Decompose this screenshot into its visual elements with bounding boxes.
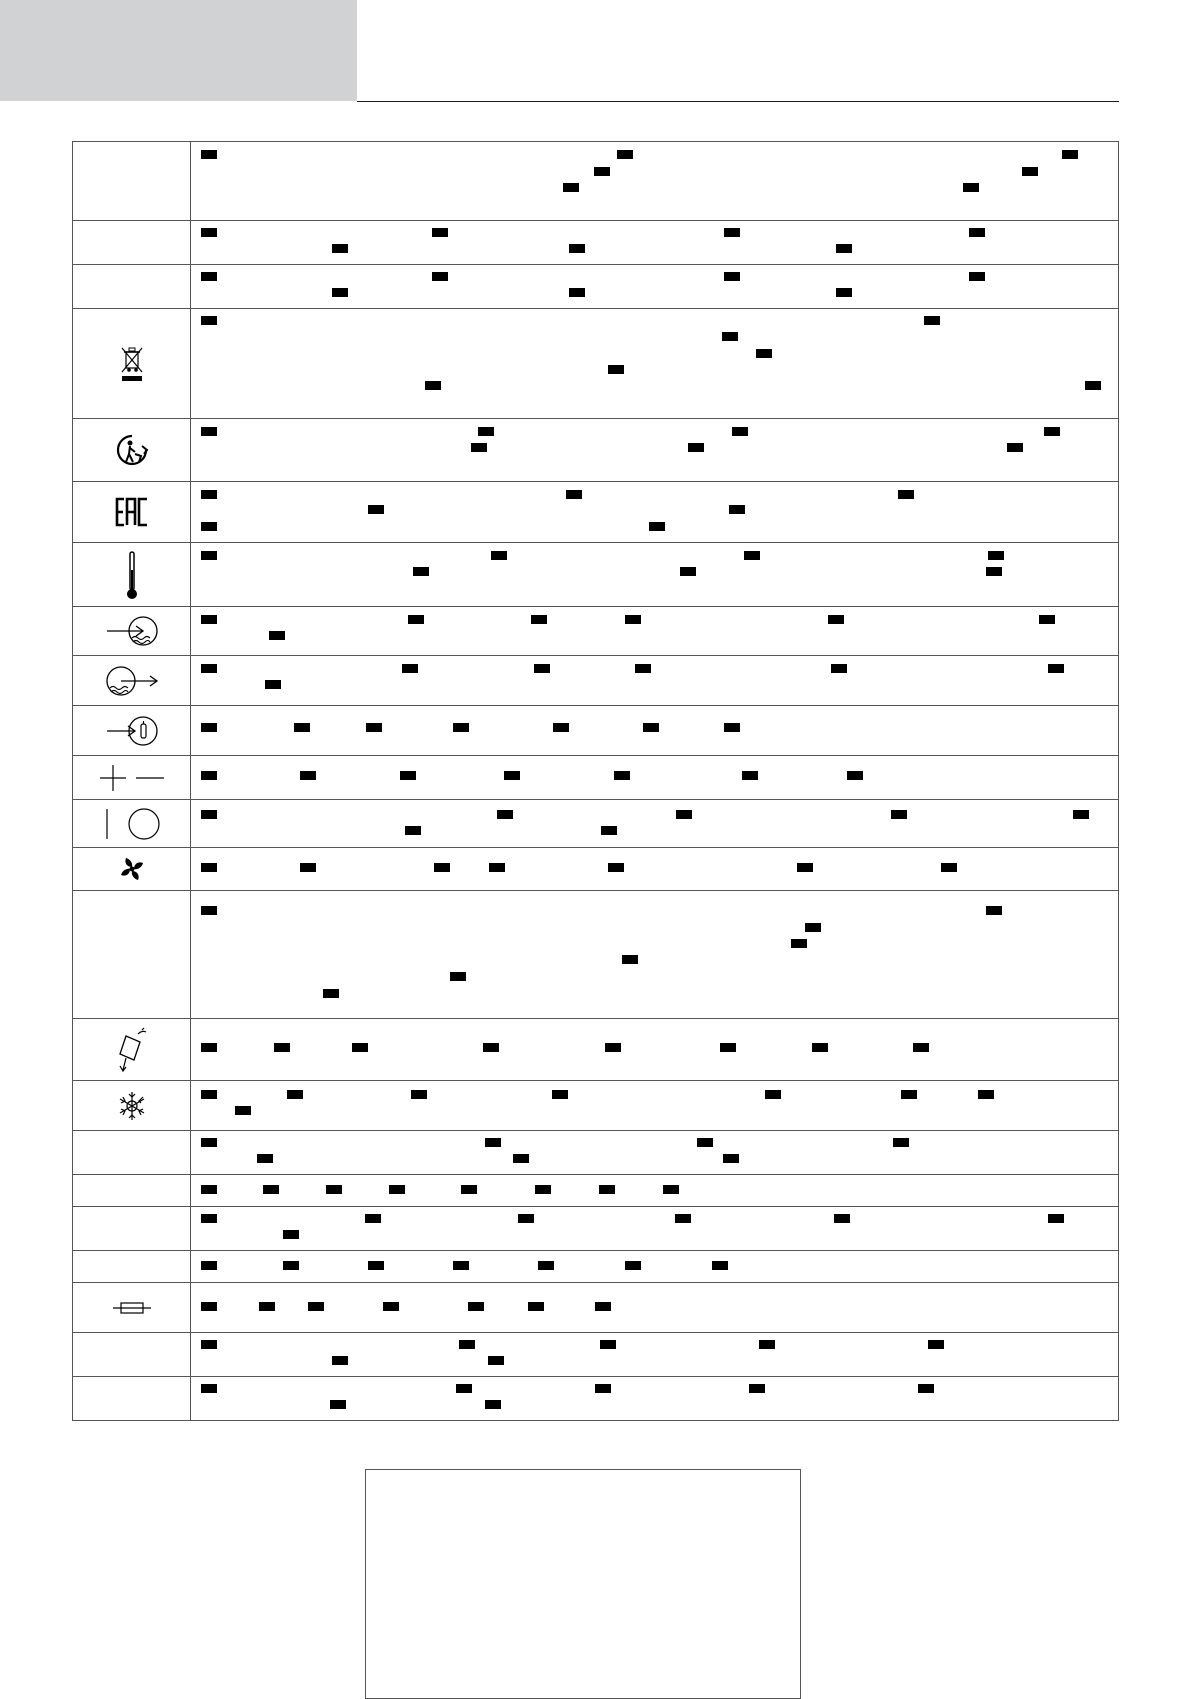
redacted-marker [941, 863, 957, 872]
redacted-marker [201, 490, 217, 499]
table-row [73, 1207, 1119, 1251]
redacted-marker [688, 443, 704, 452]
redacted-marker [605, 1043, 621, 1052]
redacted-marker [812, 1043, 828, 1052]
redacted-marker [330, 1400, 346, 1409]
redacted-marker [599, 1185, 615, 1194]
redacted-marker [413, 567, 429, 576]
redacted-marker [283, 1230, 299, 1239]
redacted-marker [425, 381, 441, 390]
text-cell [191, 419, 1119, 482]
redacted-marker [283, 1261, 299, 1270]
redacted-marker [986, 567, 1002, 576]
redacted-marker [744, 551, 760, 560]
table-row [73, 1019, 1119, 1081]
redacted-marker [1073, 810, 1089, 819]
redacted-marker [697, 1138, 713, 1147]
bottom-info-box [365, 1469, 801, 1699]
redacted-marker [569, 288, 585, 297]
redacted-marker [201, 1185, 217, 1194]
redacted-marker [538, 1261, 554, 1270]
symbol-cell [73, 1251, 191, 1283]
symbol-cell [73, 265, 191, 309]
table-row [73, 1175, 1119, 1207]
table-row [73, 1283, 1119, 1333]
header-rule [357, 101, 1119, 102]
water-inlet-icon [73, 607, 191, 656]
table-row [73, 543, 1119, 607]
table-row [73, 142, 1119, 221]
redacted-marker [235, 1106, 251, 1115]
symbol-cell [73, 142, 191, 221]
redacted-marker [389, 1185, 405, 1194]
redacted-marker [625, 615, 641, 624]
table-row [73, 221, 1119, 265]
redacted-marker [201, 906, 217, 915]
redacted-marker [294, 723, 310, 732]
redacted-marker [600, 1340, 616, 1349]
redacted-marker [497, 810, 513, 819]
symbol-cell [73, 1131, 191, 1175]
redacted-marker [365, 1214, 381, 1223]
redacted-marker [434, 863, 450, 872]
redacted-marker [836, 244, 852, 253]
redacted-marker [724, 723, 740, 732]
redacted-marker [723, 1154, 739, 1163]
redacted-marker [675, 1214, 691, 1223]
redacted-marker [201, 664, 217, 673]
redacted-marker [450, 972, 466, 981]
redacted-marker [553, 723, 569, 732]
redacted-marker [617, 150, 633, 159]
text-cell [191, 482, 1119, 543]
redacted-marker [1039, 615, 1055, 624]
table-row [73, 706, 1119, 756]
redacted-marker [518, 1214, 534, 1223]
eac-mark-icon [73, 482, 191, 543]
symbol-cell [73, 1333, 191, 1377]
redacted-marker [756, 349, 772, 358]
redacted-marker [201, 1261, 217, 1270]
text-cell [191, 309, 1119, 419]
redacted-marker [300, 771, 316, 780]
fuse-icon [73, 1283, 191, 1333]
redacted-marker [332, 1356, 348, 1365]
redacted-marker [308, 1302, 324, 1311]
redacted-marker [601, 826, 617, 835]
redacted-marker [569, 244, 585, 253]
text-cell [191, 221, 1119, 265]
redacted-marker [663, 1185, 679, 1194]
redacted-marker [201, 1090, 217, 1099]
redacted-marker [724, 228, 740, 237]
text-cell [191, 1131, 1119, 1175]
redacted-marker [485, 1400, 501, 1409]
symbol-legend-table [72, 141, 1119, 1421]
redacted-marker [201, 1138, 217, 1147]
redacted-marker [478, 427, 494, 436]
redacted-marker [595, 1302, 611, 1311]
redacted-marker [531, 615, 547, 624]
symbol-cell [73, 891, 191, 1019]
redacted-marker [732, 427, 748, 436]
text-cell [191, 1175, 1119, 1207]
redacted-marker [595, 1384, 611, 1393]
text-cell [191, 142, 1119, 221]
redacted-marker [201, 1043, 217, 1052]
redacted-marker [459, 1340, 475, 1349]
fan-icon [73, 848, 191, 891]
redacted-marker [622, 955, 638, 964]
redacted-marker [201, 1302, 217, 1311]
table-row [73, 1333, 1119, 1377]
redacted-marker [828, 615, 844, 624]
redacted-marker [649, 522, 665, 531]
snowflake-icon [73, 1081, 191, 1131]
redacted-marker [265, 680, 281, 689]
redacted-marker [791, 939, 807, 948]
redacted-marker [323, 989, 339, 998]
redacted-marker [969, 272, 985, 281]
redacted-marker [201, 316, 217, 325]
redacted-marker [201, 522, 217, 531]
redacted-marker [201, 723, 217, 732]
redacted-marker [201, 771, 217, 780]
redacted-marker [201, 272, 217, 281]
redacted-marker [483, 1043, 499, 1052]
recycle-person-icon [73, 419, 191, 482]
redacted-marker [729, 505, 745, 514]
redacted-marker [453, 723, 469, 732]
redacted-marker [453, 1261, 469, 1270]
redacted-marker [456, 1384, 472, 1393]
redacted-marker [635, 664, 651, 673]
table-row [73, 1377, 1119, 1421]
redacted-marker [1044, 427, 1060, 436]
redacted-marker [594, 167, 610, 176]
crossed-out-wheelie-bin-icon [73, 309, 191, 419]
redacted-marker [383, 1302, 399, 1311]
table-row [73, 309, 1119, 419]
redacted-marker [724, 272, 740, 281]
redacted-marker [928, 1340, 944, 1349]
symbol-cell [73, 221, 191, 265]
redacted-marker [608, 863, 624, 872]
redacted-marker [834, 1214, 850, 1223]
header-corner-block [0, 0, 357, 101]
redacted-marker [969, 228, 985, 237]
redacted-marker [918, 1384, 934, 1393]
text-cell [191, 1081, 1119, 1131]
redacted-marker [513, 1154, 529, 1163]
redacted-marker [963, 183, 979, 192]
redacted-marker [978, 1090, 994, 1099]
text-cell [191, 656, 1119, 706]
redacted-marker [368, 1261, 384, 1270]
redacted-marker [411, 1090, 427, 1099]
redacted-marker [1007, 443, 1023, 452]
redacted-marker [566, 490, 582, 499]
text-cell [191, 1333, 1119, 1377]
redacted-marker [488, 1356, 504, 1365]
redacted-marker [552, 1090, 568, 1099]
redacted-marker [366, 723, 382, 732]
redacted-marker [368, 505, 384, 514]
redacted-marker [891, 810, 907, 819]
redacted-marker [201, 1340, 217, 1349]
redacted-marker [805, 923, 821, 932]
redacted-marker [504, 771, 520, 780]
redacted-marker [720, 1043, 736, 1052]
redacted-marker [201, 615, 217, 624]
drain-icon [73, 1019, 191, 1081]
redacted-marker [274, 1043, 290, 1052]
redacted-marker [535, 1185, 551, 1194]
redacted-marker [201, 863, 217, 872]
redacted-marker [901, 1090, 917, 1099]
redacted-marker [759, 1340, 775, 1349]
redacted-marker [722, 332, 738, 341]
redacted-marker [432, 228, 448, 237]
redacted-marker [765, 1090, 781, 1099]
redacted-marker [712, 1261, 728, 1270]
redacted-marker [300, 863, 316, 872]
text-cell [191, 706, 1119, 756]
plus-minus-icon [73, 756, 191, 800]
text-cell [191, 1377, 1119, 1421]
table-row [73, 419, 1119, 482]
redacted-marker [1085, 381, 1101, 390]
table-row [73, 607, 1119, 656]
text-cell [191, 756, 1119, 800]
redacted-marker [847, 771, 863, 780]
text-cell [191, 800, 1119, 848]
table-row [73, 848, 1119, 891]
redacted-marker [326, 1185, 342, 1194]
table-row [73, 800, 1119, 848]
symbol-cell [73, 1175, 191, 1207]
redacted-marker [1048, 1214, 1064, 1223]
table-row [73, 482, 1119, 543]
table-row [73, 1251, 1119, 1283]
redacted-marker [485, 1138, 501, 1147]
redacted-marker [491, 551, 507, 560]
text-cell [191, 607, 1119, 656]
redacted-marker [614, 771, 630, 780]
redacted-marker [201, 551, 217, 560]
redacted-marker [400, 771, 416, 780]
redacted-marker [405, 826, 421, 835]
symbol-cell [73, 1207, 191, 1251]
redacted-marker [836, 288, 852, 297]
redacted-marker [201, 1214, 217, 1223]
redacted-marker [563, 183, 579, 192]
redacted-marker [742, 771, 758, 780]
text-cell [191, 1251, 1119, 1283]
redacted-marker [408, 615, 424, 624]
redacted-marker [676, 810, 692, 819]
redacted-marker [201, 810, 217, 819]
redacted-marker [680, 567, 696, 576]
text-cell [191, 543, 1119, 607]
redacted-marker [749, 1384, 765, 1393]
redacted-marker [893, 1138, 909, 1147]
redacted-marker [924, 316, 940, 325]
redacted-marker [468, 1302, 484, 1311]
redacted-marker [352, 1043, 368, 1052]
water-outlet-icon [73, 656, 191, 706]
redacted-marker [913, 1043, 929, 1052]
redacted-marker [534, 664, 550, 673]
redacted-marker [489, 863, 505, 872]
table-row [73, 1131, 1119, 1175]
redacted-marker [263, 1185, 279, 1194]
redacted-marker [461, 1185, 477, 1194]
on-off-icon [73, 800, 191, 848]
redacted-marker [643, 723, 659, 732]
table-row [73, 265, 1119, 309]
redacted-marker [608, 365, 624, 374]
table-row [73, 1081, 1119, 1131]
text-cell [191, 848, 1119, 891]
gas-inlet-icon [73, 706, 191, 756]
redacted-marker [1022, 167, 1038, 176]
redacted-marker [402, 664, 418, 673]
text-cell [191, 265, 1119, 309]
redacted-marker [797, 863, 813, 872]
redacted-marker [898, 490, 914, 499]
redacted-marker [471, 443, 487, 452]
redacted-marker [528, 1302, 544, 1311]
redacted-marker [201, 1384, 217, 1393]
redacted-marker [201, 427, 217, 436]
redacted-marker [269, 631, 285, 640]
redacted-marker [831, 664, 847, 673]
symbol-cell [73, 1377, 191, 1421]
redacted-marker [986, 906, 1002, 915]
redacted-marker [625, 1261, 641, 1270]
table-row [73, 891, 1119, 1019]
redacted-marker [257, 1154, 273, 1163]
text-cell [191, 891, 1119, 1019]
text-cell [191, 1207, 1119, 1251]
table-row [73, 756, 1119, 800]
redacted-marker [1062, 150, 1078, 159]
redacted-marker [432, 272, 448, 281]
redacted-marker [201, 228, 217, 237]
redacted-marker [259, 1302, 275, 1311]
thermometer-icon [73, 543, 191, 607]
redacted-marker [988, 551, 1004, 560]
text-cell [191, 1283, 1119, 1333]
redacted-marker [332, 288, 348, 297]
redacted-marker [287, 1090, 303, 1099]
text-cell [191, 1019, 1119, 1081]
table-row [73, 656, 1119, 706]
redacted-marker [201, 150, 217, 159]
redacted-marker [1048, 664, 1064, 673]
redacted-marker [332, 244, 348, 253]
